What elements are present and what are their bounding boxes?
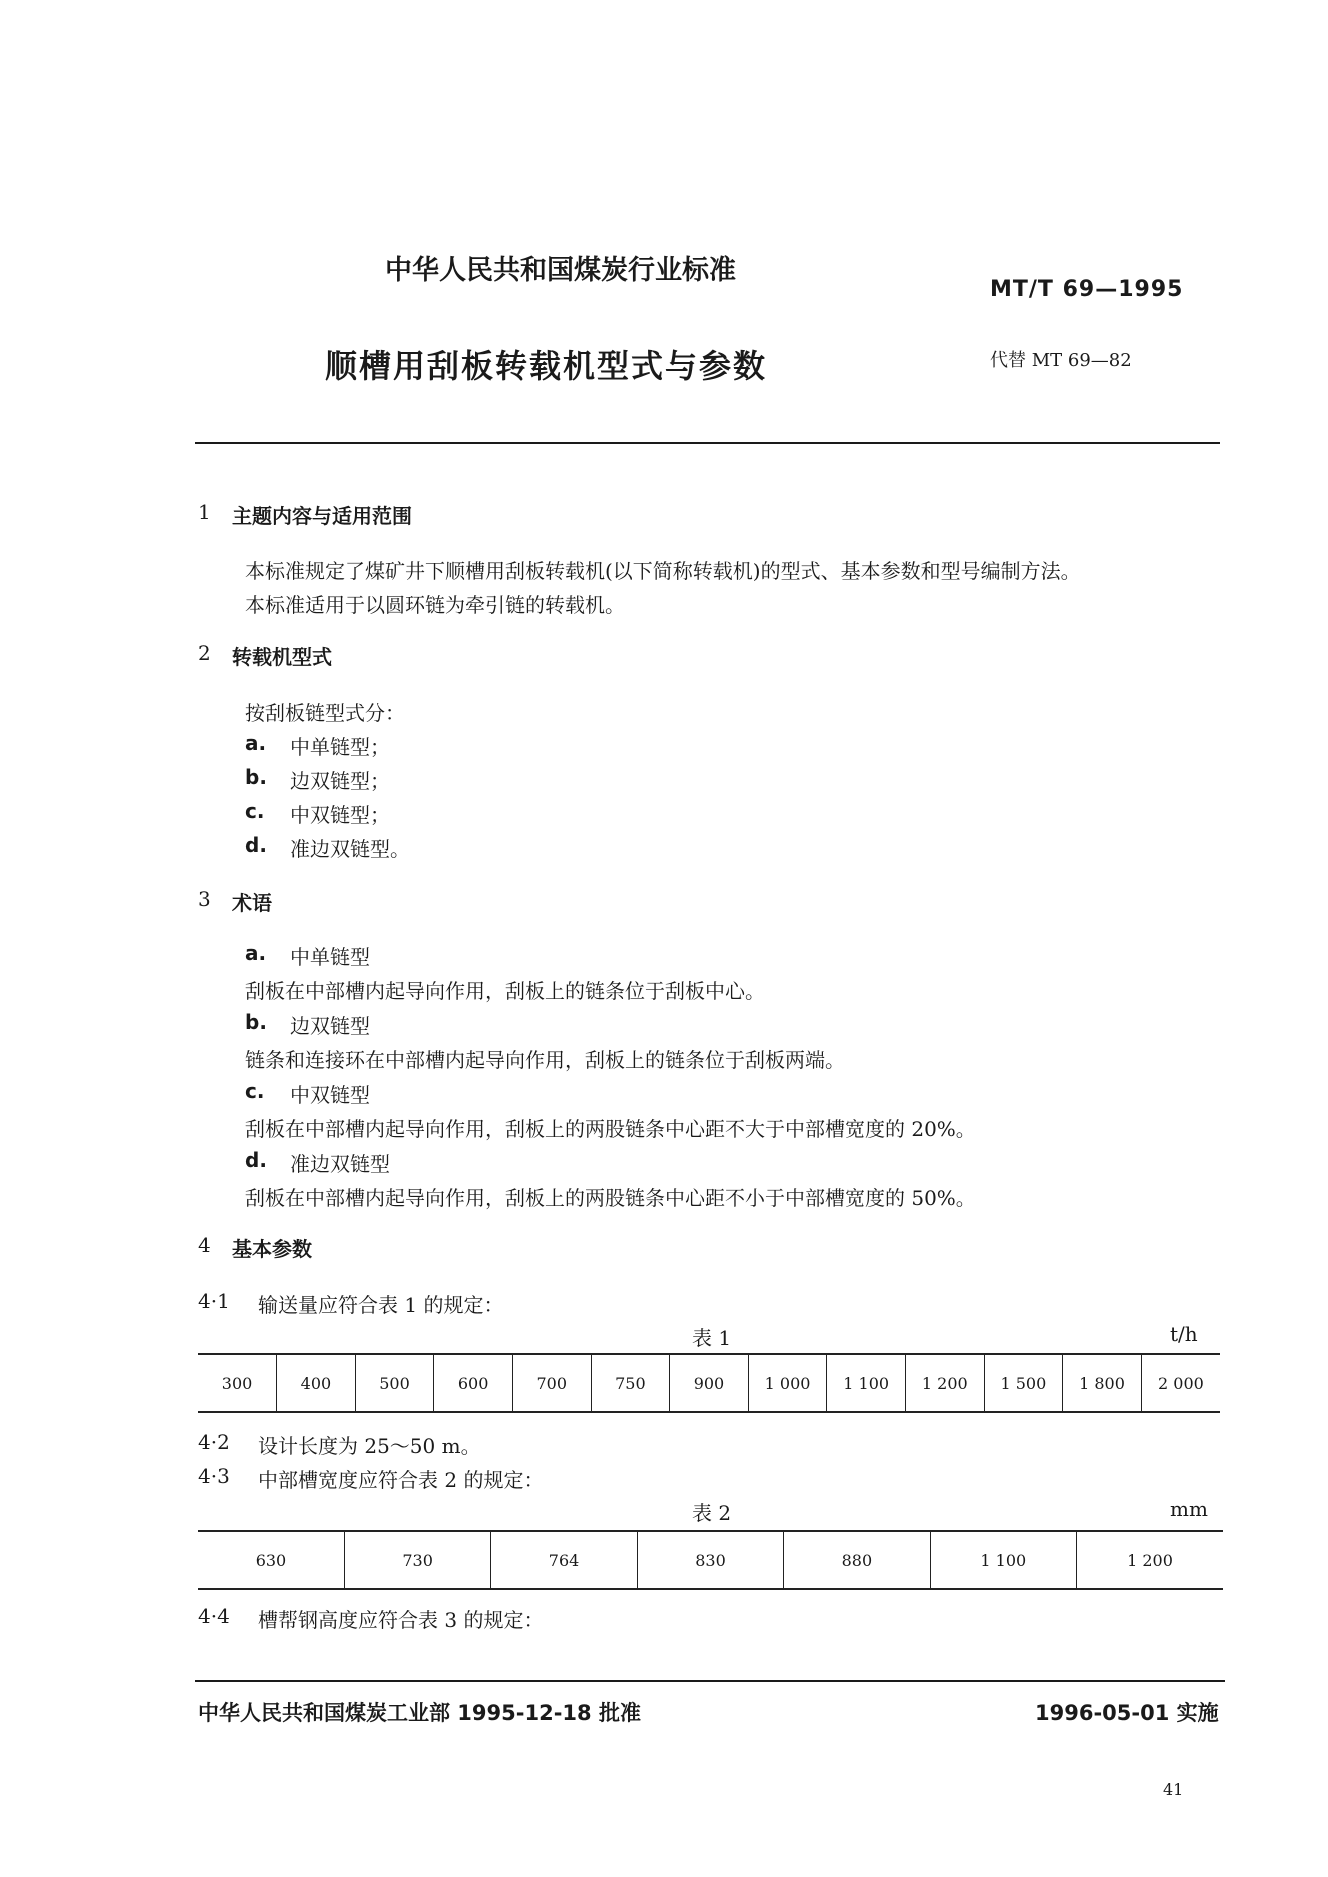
term-definition: 刮板在中部槽内起导向作用，刮板上的链条位于刮板中心。 <box>245 979 765 1003</box>
list-item: 中双链型； <box>290 803 390 827</box>
section-3-number: 3 <box>198 887 211 911</box>
table-cell: 730 <box>344 1531 490 1589</box>
section-2-intro: 按刮板链型式分： <box>245 701 405 725</box>
table-row <box>198 1531 1223 1589</box>
section-2-heading: 转载机型式 <box>232 645 332 669</box>
header-rule <box>195 442 1220 444</box>
clause-4-2-text: 设计长度为 25～50 m。 <box>258 1434 481 1458</box>
list-item-label: c. <box>245 799 265 823</box>
table-2-caption: 表 2 <box>692 1501 732 1525</box>
table-cell: 900 <box>670 1354 749 1412</box>
table-cell: 830 <box>637 1531 783 1589</box>
section-4-number: 4 <box>198 1233 211 1257</box>
table-cell: 764 <box>491 1531 637 1589</box>
clause-4-2-number: 4·2 <box>198 1430 230 1454</box>
term-label: b. <box>245 1010 267 1034</box>
list-item: 中单链型； <box>290 735 390 759</box>
table-1 <box>198 1353 1220 1413</box>
table-cell: 1 200 <box>1077 1531 1223 1589</box>
table-cell: 700 <box>512 1354 591 1412</box>
term-name: 中单链型 <box>290 945 370 969</box>
section-4-heading: 基本参数 <box>232 1237 312 1261</box>
list-item-label: b. <box>245 765 267 789</box>
clause-4-4-number: 4·4 <box>198 1604 230 1628</box>
list-item-label: a. <box>245 731 267 755</box>
list-item: 准边双链型。 <box>290 837 410 861</box>
table-cell: 630 <box>198 1531 344 1589</box>
org-standard-title: 中华人民共和国煤炭行业标准 <box>385 255 736 286</box>
table-cell: 1 100 <box>827 1354 906 1412</box>
clause-4-1-number: 4·1 <box>198 1289 230 1313</box>
section-2-number: 2 <box>198 641 211 665</box>
table-1-unit: t/h <box>1170 1322 1198 1346</box>
section-1-para-1: 本标准规定了煤矿井下顺槽用刮板转载机(以下简称转载机)的型式、基本参数和型号编制方法。 <box>245 559 1081 583</box>
term-definition: 刮板在中部槽内起导向作用，刮板上的两股链条中心距不小于中部槽宽度的 50%。 <box>245 1186 976 1210</box>
effective-date: 1996-05-01 实施 <box>1035 1701 1219 1725</box>
table-cell: 1 000 <box>748 1354 827 1412</box>
clause-4-3-text: 中部槽宽度应符合表 2 的规定： <box>258 1468 544 1492</box>
term-label: a. <box>245 941 267 965</box>
table-cell: 1 800 <box>1063 1354 1142 1412</box>
clause-4-3-number: 4·3 <box>198 1464 230 1488</box>
section-1-heading: 主题内容与适用范围 <box>232 504 412 528</box>
table-1-caption: 表 1 <box>692 1326 732 1350</box>
page-number: 41 <box>1163 1780 1184 1799</box>
table-cell: 1 100 <box>930 1531 1076 1589</box>
table-cell: 500 <box>355 1354 434 1412</box>
table-row <box>198 1354 1220 1412</box>
table-cell: 300 <box>198 1354 277 1412</box>
standard-code: MT/T 69—1995 <box>990 277 1184 302</box>
term-name: 边双链型 <box>290 1014 370 1038</box>
term-definition: 刮板在中部槽内起导向作用，刮板上的两股链条中心距不大于中部槽宽度的 20%。 <box>245 1117 976 1141</box>
term-label: c. <box>245 1079 265 1103</box>
approval-line: 中华人民共和国煤炭工业部 1995-12-18 批准 <box>198 1701 641 1725</box>
list-item-label: d. <box>245 833 267 857</box>
list-item: 边双链型； <box>290 769 390 793</box>
section-1-para-2: 本标准适用于以圆环链为牵引链的转载机。 <box>245 593 625 617</box>
section-3-heading: 术语 <box>232 891 272 915</box>
clause-4-1-text: 输送量应符合表 1 的规定： <box>258 1293 504 1317</box>
table-cell: 600 <box>434 1354 513 1412</box>
footer-rule <box>195 1680 1225 1682</box>
table-2-unit: mm <box>1170 1497 1208 1521</box>
document-title: 顺槽用刮板转载机型式与参数 <box>325 347 768 385</box>
table-cell: 1 200 <box>905 1354 984 1412</box>
table-cell: 400 <box>277 1354 356 1412</box>
table-cell: 750 <box>591 1354 670 1412</box>
term-name: 准边双链型 <box>290 1152 390 1176</box>
term-definition: 链条和连接环在中部槽内起导向作用，刮板上的链条位于刮板两端。 <box>245 1048 845 1072</box>
section-1-number: 1 <box>198 500 211 524</box>
table-cell: 880 <box>784 1531 930 1589</box>
term-label: d. <box>245 1148 267 1172</box>
table-cell: 1 500 <box>984 1354 1063 1412</box>
table-cell: 2 000 <box>1141 1354 1220 1412</box>
term-name: 中双链型 <box>290 1083 370 1107</box>
clause-4-4-text: 槽帮钢高度应符合表 3 的规定： <box>258 1608 544 1632</box>
table-2 <box>198 1530 1223 1590</box>
replaces-note: 代替 MT 69—82 <box>990 350 1132 371</box>
